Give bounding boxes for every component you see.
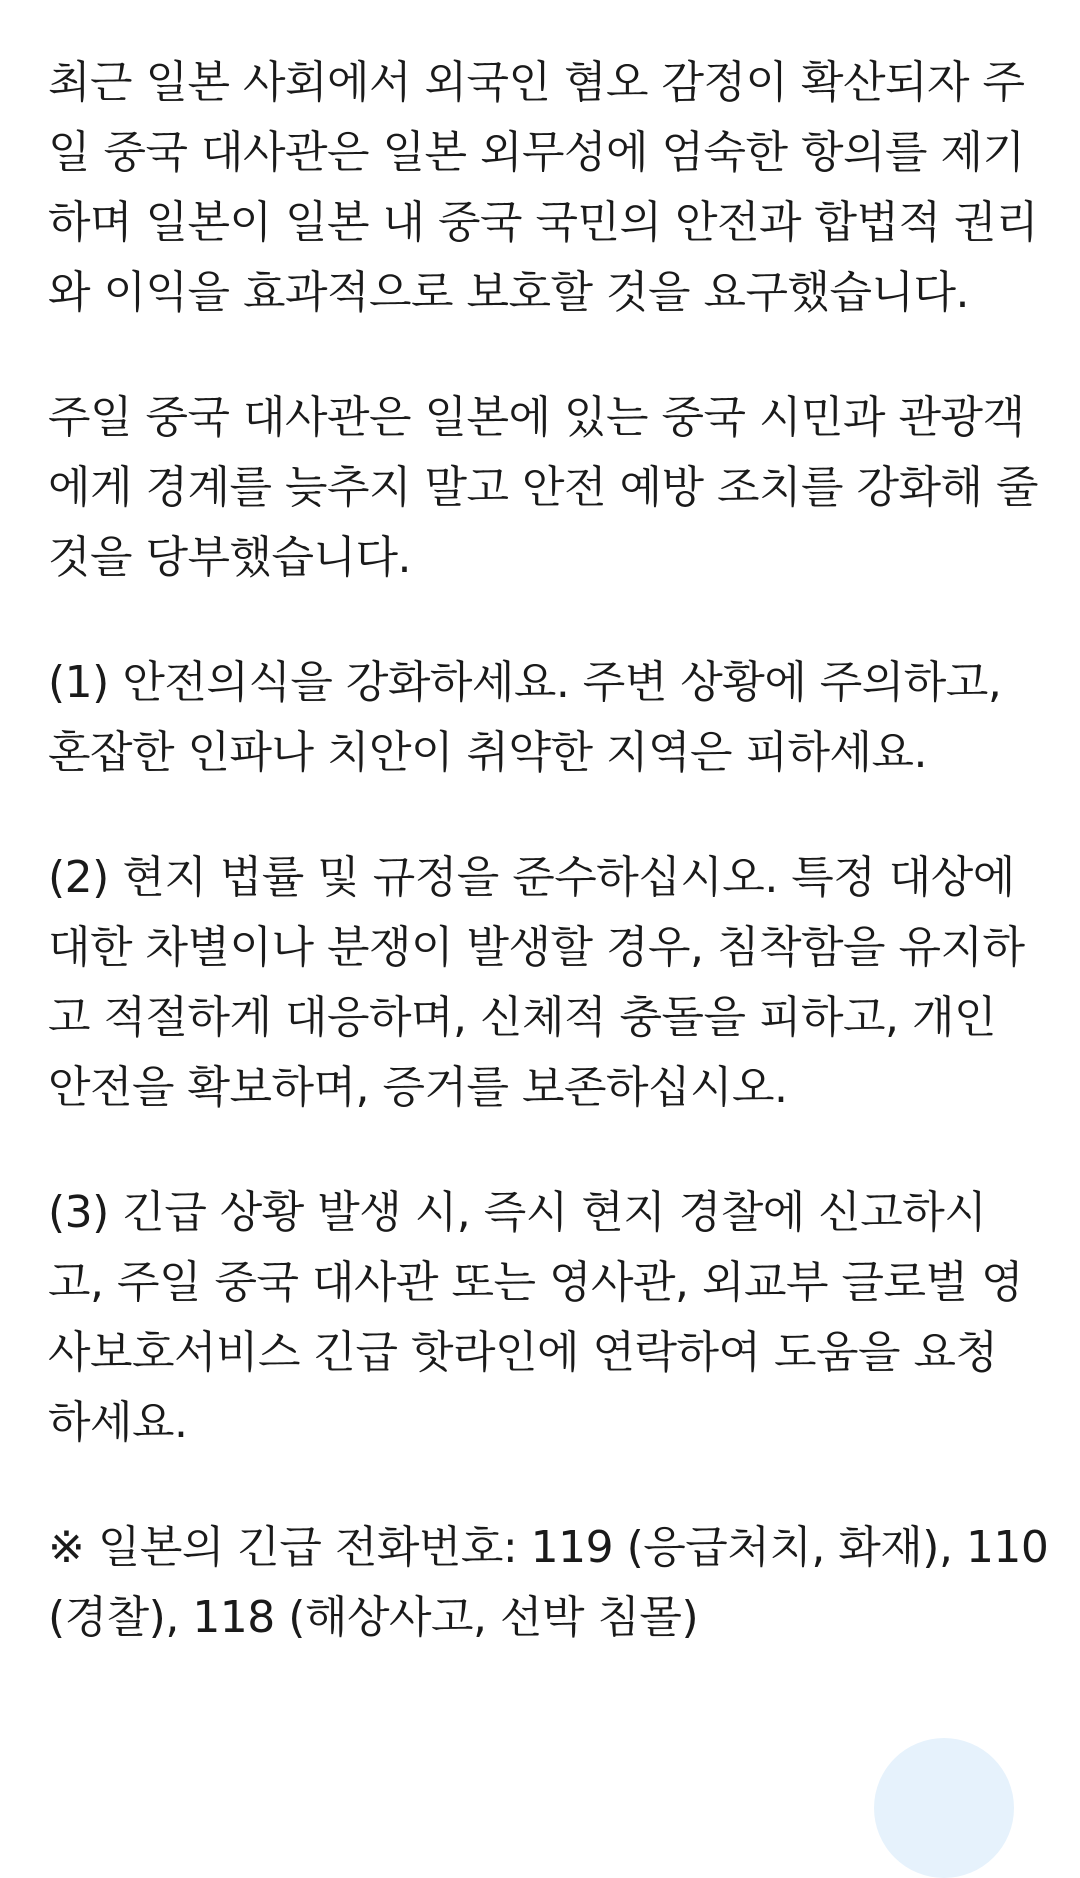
text-line: 사보호서비스 긴급 핫라인에 연락하여 도움을 요청 (48, 1327, 998, 1378)
text-line: 대한 차별이나 분쟁이 발생할 경우, 침착함을 유지하 (48, 922, 1025, 973)
text-line: 일 중국 대사관은 일본 외무성에 엄숙한 항의를 제기 (48, 127, 1025, 178)
advice-item-3 (48, 1178, 1038, 1458)
floating-action-button[interactable] (874, 1738, 1014, 1878)
text-line: 하며 일본이 일본 내 중국 국민의 안전과 합법적 권리 (48, 197, 1038, 248)
text-line: 고 적절하게 대응하며, 신체적 충돌을 피하고, 개인 (48, 992, 996, 1043)
advice-item-2 (48, 843, 1038, 1123)
article-body (48, 48, 1049, 1708)
text-line: 최근 일본 사회에서 외국인 혐오 감정이 확산되자 주 (48, 57, 1025, 108)
text-line: 와 이익을 효과적으로 보호할 것을 요구했습니다. (48, 267, 969, 318)
emergency-numbers-note (48, 1513, 1049, 1653)
text-line: 고, 주일 중국 대사관 또는 영사관, 외교부 글로벌 영 (48, 1257, 1023, 1308)
text-line: 에게 경계를 늦추지 말고 안전 예방 조치를 강화해 줄 (48, 462, 1038, 513)
text-line: (2) 현지 법률 및 규정을 준수하십시오. 특정 대상에 (48, 852, 1015, 903)
text-line: (1) 안전의식을 강화하세요. 주변 상황에 주의하고, (48, 657, 1002, 708)
text-line: 주일 중국 대사관은 일본에 있는 중국 시민과 관광객 (48, 392, 1025, 443)
text-line: 혼잡한 인파나 치안이 취약한 지역은 피하세요. (48, 727, 927, 778)
text-line: (경찰), 118 (해상사고, 선박 침몰) (48, 1592, 699, 1643)
text-line: ※ 일본의 긴급 전화번호: 119 (응급처치, 화재), 110 (48, 1522, 1049, 1573)
text-line: 안전을 확보하며, 증거를 보존하십시오. (48, 1062, 788, 1113)
embassy-advice-paragraph (48, 383, 1038, 593)
text-line: 것을 당부했습니다. (48, 532, 412, 583)
text-line: (3) 긴급 상황 발생 시, 즉시 현지 경찰에 신고하시 (48, 1187, 987, 1238)
text-line: 하세요. (48, 1397, 188, 1448)
intro-paragraph (48, 48, 1038, 328)
advice-item-1 (48, 648, 1038, 788)
